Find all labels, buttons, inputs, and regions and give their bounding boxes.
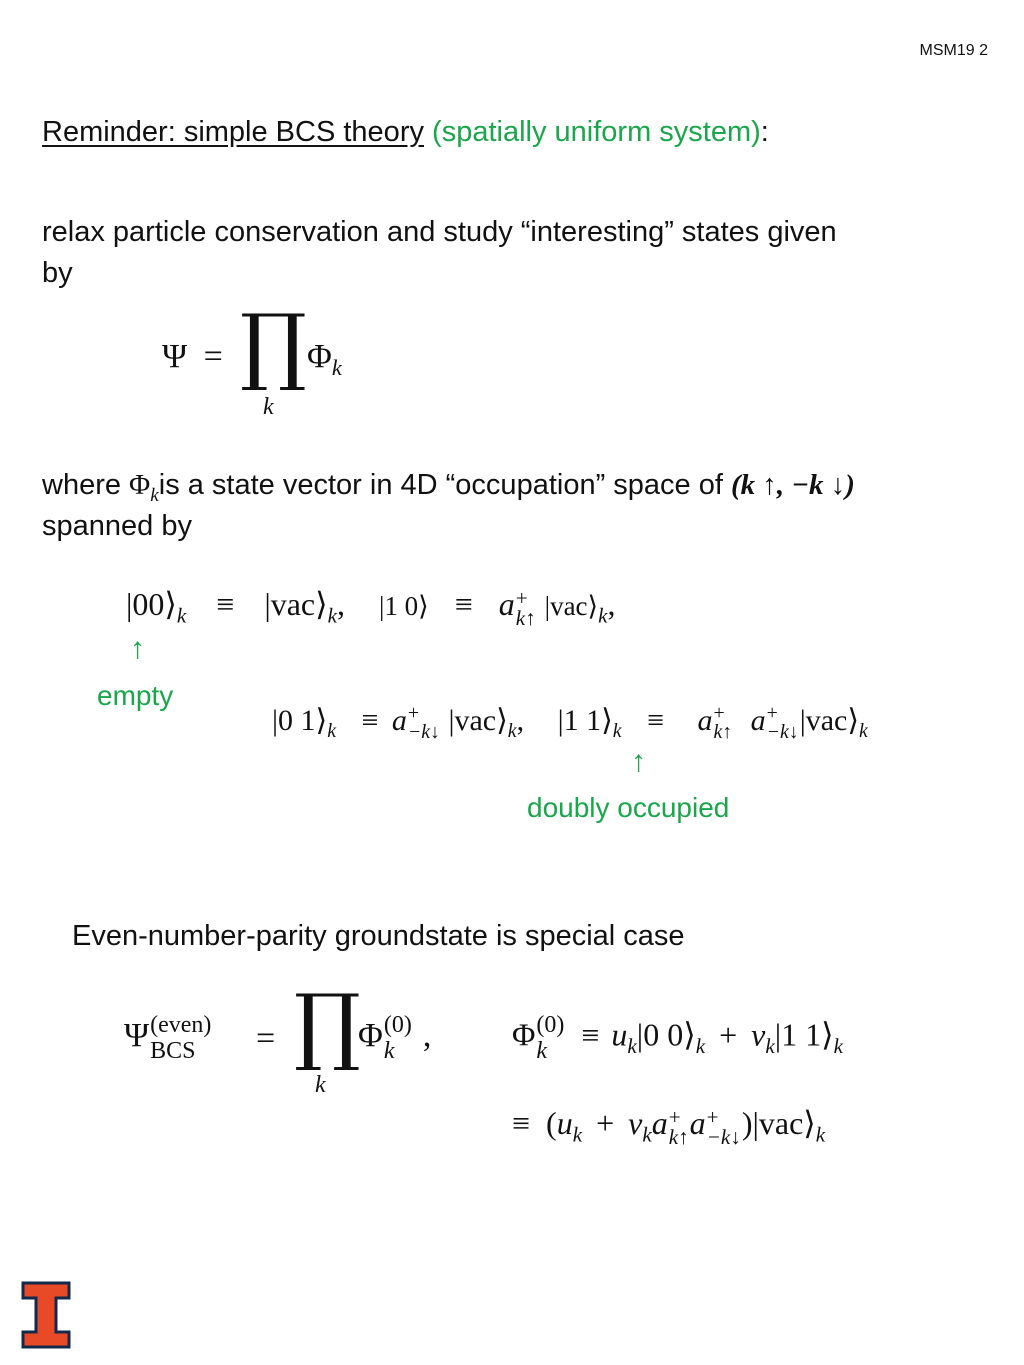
vac-4-sub: k [859,720,868,742]
def-state-11-sub: k [833,1034,843,1059]
state-01-sub: k [327,720,336,742]
empty-arrow: ↑ [130,632,145,665]
creation-op-4: a [750,704,766,737]
op-1-indices [515,585,536,630]
even-phi-sup: (0) [383,1012,412,1038]
state-00-sub: k [176,603,187,628]
product-index: k [263,394,274,420]
psi-bcs-sub: BCS [150,1038,196,1065]
where-phi: Φ [129,469,151,501]
even-comma: , [422,1017,432,1055]
op-coef-u-sub: k [572,1122,583,1147]
op-lparen: ( [546,1105,557,1141]
op-2-mkdown: −k↓ [407,721,440,744]
op-3-plus: + [713,702,725,725]
even-parity-text: Even-number-parity groundstate is special case [72,920,685,952]
university-block-i-logo [20,1280,72,1350]
equals-sign: = [203,338,223,375]
product-symbol: ∏ [240,296,307,394]
comma-1: , [336,586,345,622]
even-phi-symbol: Φ [358,1017,383,1055]
where-k-spin: (k ↑, −k ↓) [730,469,855,501]
where-pre: where [42,469,130,501]
equiv-4: ≡ [647,704,664,737]
even-phi-sub: k [383,1038,395,1065]
equiv-1: ≡ [216,586,235,622]
op-equiv: ≡ [512,1105,531,1141]
vac-4: |vac⟩ [799,704,860,737]
op-creation-1-kup: k↑ [668,1124,689,1149]
vac-1: |vac⟩ [264,586,328,622]
def-phi-indices [536,1012,564,1065]
coef-u-sub: k [627,1034,637,1059]
comma-3: , [516,704,525,737]
op-3-kup: k↑ [713,721,733,744]
creation-op-1: a [498,586,515,622]
heading-colon: : [760,116,769,148]
intro-line-2: by [42,257,73,289]
op-creation-1: a [651,1105,668,1141]
even-product-symbol: ∏ [294,976,361,1074]
heading-title: Reminder: simple BCS theory [42,116,424,148]
op-1-plus: + [515,585,528,610]
def-state-11: |1 1⟩ [774,1016,834,1053]
phi-subscript: k [331,354,342,380]
psi-bcs-sup: (even) [150,1012,212,1038]
def-phi-symbol: Φ [512,1016,536,1053]
op-4-mkdown: −k↓ [766,721,799,744]
intro-line-1: relax particle conservation and study “interesting” states given [42,216,837,248]
creation-op-3: a [697,704,713,737]
slide-number: MSM19 2 [919,42,988,59]
eq-psi-lhs [162,338,223,376]
logo-i-shape [23,1283,69,1347]
def-phi-sup: (0) [536,1012,565,1038]
op-vac: |vac⟩ [752,1105,816,1141]
where-line-2: spanned by [42,510,192,542]
op-creation-2: a [689,1105,706,1141]
def-phi-sub: k [536,1038,548,1065]
slide-heading [42,116,769,149]
vac-2-sub: k [598,603,608,628]
vac-3-sub: k [507,720,517,742]
state-00: |00⟩ [126,586,177,622]
op-2-plus: + [407,702,420,725]
coef-v: v [751,1016,766,1053]
doubly-arrow: ↑ [631,745,646,778]
op-1-kup: k↑ [515,605,536,630]
def-equiv: ≡ [581,1016,600,1053]
coef-v-sub: k [765,1034,775,1059]
op-coef-v: v [628,1105,643,1141]
op-4-indices [767,704,799,742]
op-creation-2-mkdown: −k↓ [706,1124,741,1149]
psi-symbol: Ψ [162,338,188,375]
state-10: |1 0⟩ [378,591,429,621]
equiv-2: ≡ [454,586,473,622]
vac-3: |vac⟩ [448,704,508,737]
def-state-00: |0 0⟩ [636,1016,696,1053]
equiv-3: ≡ [361,704,379,737]
def-plus: + [719,1016,738,1053]
op-creation-2-plus: + [706,1104,719,1129]
state-row-2 [272,703,868,742]
doubly-label: doubly occupied [527,792,730,823]
vac-2: |vac⟩ [544,591,599,621]
phi-k0-operator-form [512,1104,825,1147]
even-phi-indices [384,1012,412,1065]
state-row-1 [126,585,615,628]
eq-phi-k [307,338,342,380]
op-creation-1-plus: + [668,1104,681,1129]
phi-k0-definition [512,1012,843,1065]
op-plus: + [596,1105,615,1141]
op-creation-1-indices [668,1104,689,1149]
op-coef-v-sub: k [642,1122,652,1147]
op-rparen: ) [741,1105,753,1141]
state-01: |0 1⟩ [272,704,328,737]
where-mid: is a state vector in 4D “occupation” space of [158,469,731,501]
empty-label: empty [97,680,174,711]
where-line-1 [42,465,855,506]
vac-1-sub: k [327,603,337,628]
heading-subtitle: (spatially uniform system) [432,116,761,148]
psi-bcs [124,1012,212,1065]
coef-u: u [611,1016,628,1053]
state-11: |1 1⟩ [557,704,613,737]
even-product-index: k [315,1072,326,1098]
creation-op-2: a [391,704,407,737]
where-phi-sub: k [150,484,159,506]
op-creation-2-indices [706,1104,741,1149]
phi-symbol: Φ [307,338,332,375]
op-coef-u: u [556,1105,573,1141]
comma-2: , [607,586,616,622]
psi-bcs-symbol: Ψ [124,1017,150,1055]
def-state-00-sub: k [695,1034,706,1059]
even-phi-k0 [358,1012,431,1065]
op-2-indices [408,704,440,742]
even-equals: = [256,1020,276,1057]
psi-bcs-indices [150,1012,211,1065]
op-vac-sub: k [815,1122,826,1147]
op-3-indices [714,704,733,742]
op-4-plus: + [766,702,778,725]
state-11-sub: k [612,720,622,742]
